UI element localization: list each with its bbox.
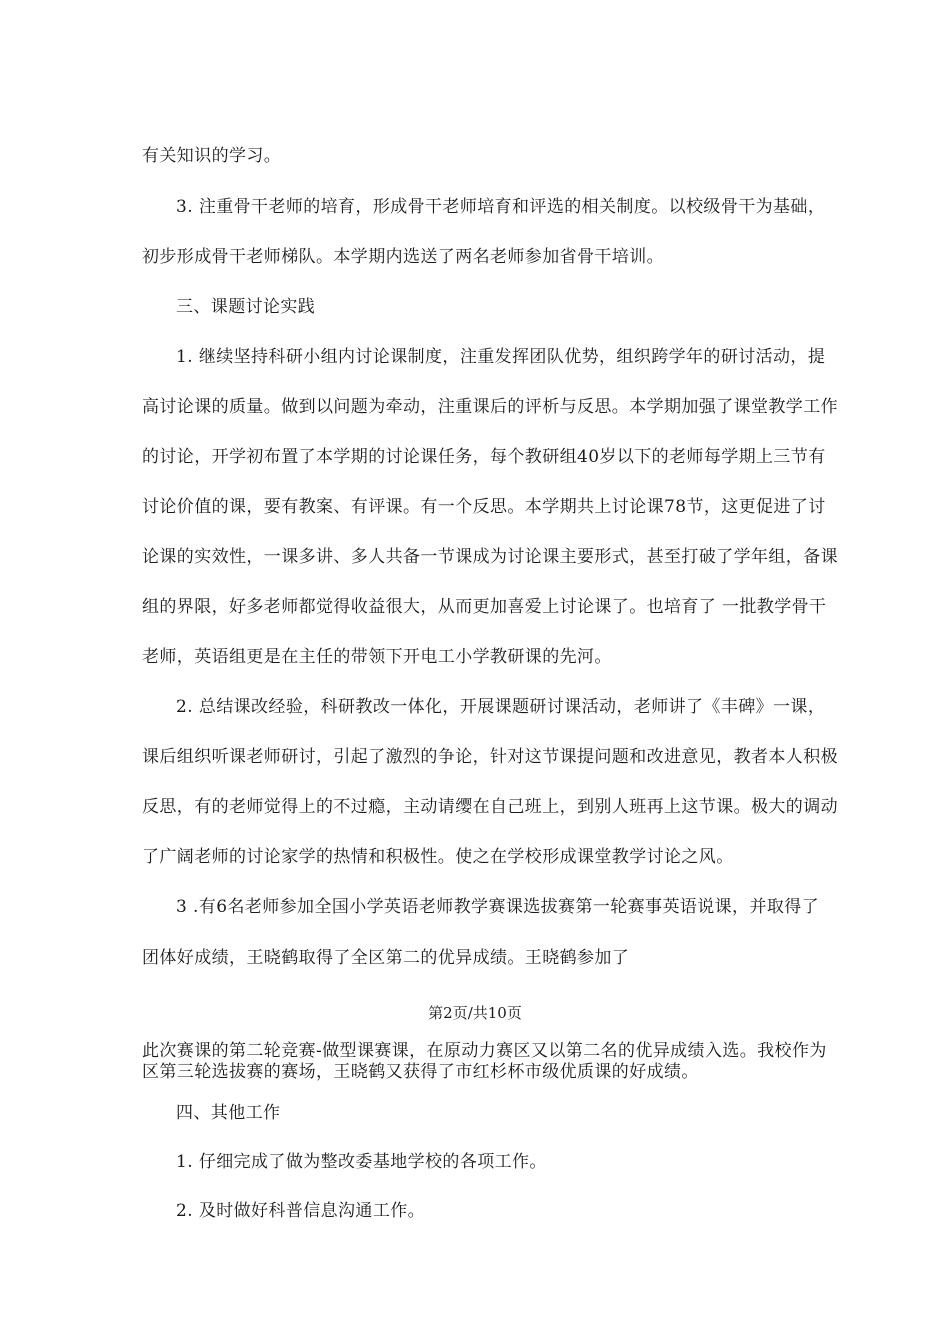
paragraph-line: 反思，有的老师觉得上的不过瘾，主动请缨在自己班上，到别人班再上这节课。极大的调动 (142, 797, 838, 817)
paragraph-line: 高讨论课的质量。做到以问题为牵动，注重课后的评析与反思。本学期加强了课堂教学工作 (142, 397, 838, 417)
paragraph-line: 讨论价值的课，要有教案、有评课。有一个反思。本学期共上讨论课78节，这更促进了讨 (142, 497, 826, 517)
list-item-2-line: 2. 及时做好科普信息沟通工作。 (176, 1201, 426, 1221)
section-heading-4: 四、其他工作 (176, 1103, 281, 1123)
paragraph-line: 课后组织听课老师研讨，引起了激烈的争论，针对这节课提问题和改进意见，教者本人积极 (142, 747, 838, 767)
paragraph-line: 论课的实效性，一课多讲、多人共备一节课成为讨论课主要形式，甚至打破了学年组，备课 (142, 547, 838, 567)
paragraph-line: 老师，英语组更是在主任的带领下开电工小学教研课的先河。 (142, 647, 612, 667)
paragraph-line: 此次赛课的第二轮竞赛-做型课赛课，在原动力赛区又以第二名的优异成绩入选。我校作为 (142, 1041, 827, 1061)
list-item-2-line: 2. 总结课改经验，科研教改一体化，开展课题研讨课活动，老师讲了《丰碑》一课， (176, 697, 826, 717)
paragraph-line: 组的界限，好多老师都觉得收益很大，从而更加喜爱上讨论课了。也培育了 一批教学骨干 (142, 597, 827, 617)
page-footer: 第2页/共10页 (428, 1004, 522, 1022)
paragraph-line: 的讨论，开学初布置了本学期的讨论课任务，每个教研组40岁以下的老师每学期上三节有 (142, 447, 826, 467)
paragraph-line: 初步形成骨干老师梯队。本学期内选送了两名老师参加省骨干培训。 (142, 247, 664, 267)
list-item-1-line: 1. 继续坚持科研小组内讨论课制度，注重发挥团队优势，组织跨学年的研讨活动，提 (176, 347, 826, 367)
list-item-3-line: 3. 注重骨干老师的培育，形成骨干老师培育和评选的相关制度。以校级骨干为基础， (176, 197, 826, 217)
list-item-3b-line: 3 .有6名老师参加全国小学英语老师教学赛课选拔赛第一轮赛事英语说课，并取得了 (176, 897, 820, 917)
list-item-1-line: 1. 仔细完成了做为整改委基地学校的各项工作。 (176, 1152, 547, 1172)
paragraph-line: 了广阔老师的讨论家学的热情和积极性。使之在学校形成课堂教学讨论之风。 (142, 847, 734, 867)
paragraph-line: 有关知识的学习。 (142, 146, 282, 166)
paragraph-line: 区第三轮选拔赛的赛场，王晓鹤又获得了市红杉杯市级优质课的好成绩。 (142, 1062, 699, 1082)
paragraph-line: 团体好成绩，王晓鹤取得了全区第二的优异成绩。王晓鹤参加了 (142, 948, 630, 968)
section-heading-3: 三、课题讨论实践 (176, 297, 316, 317)
